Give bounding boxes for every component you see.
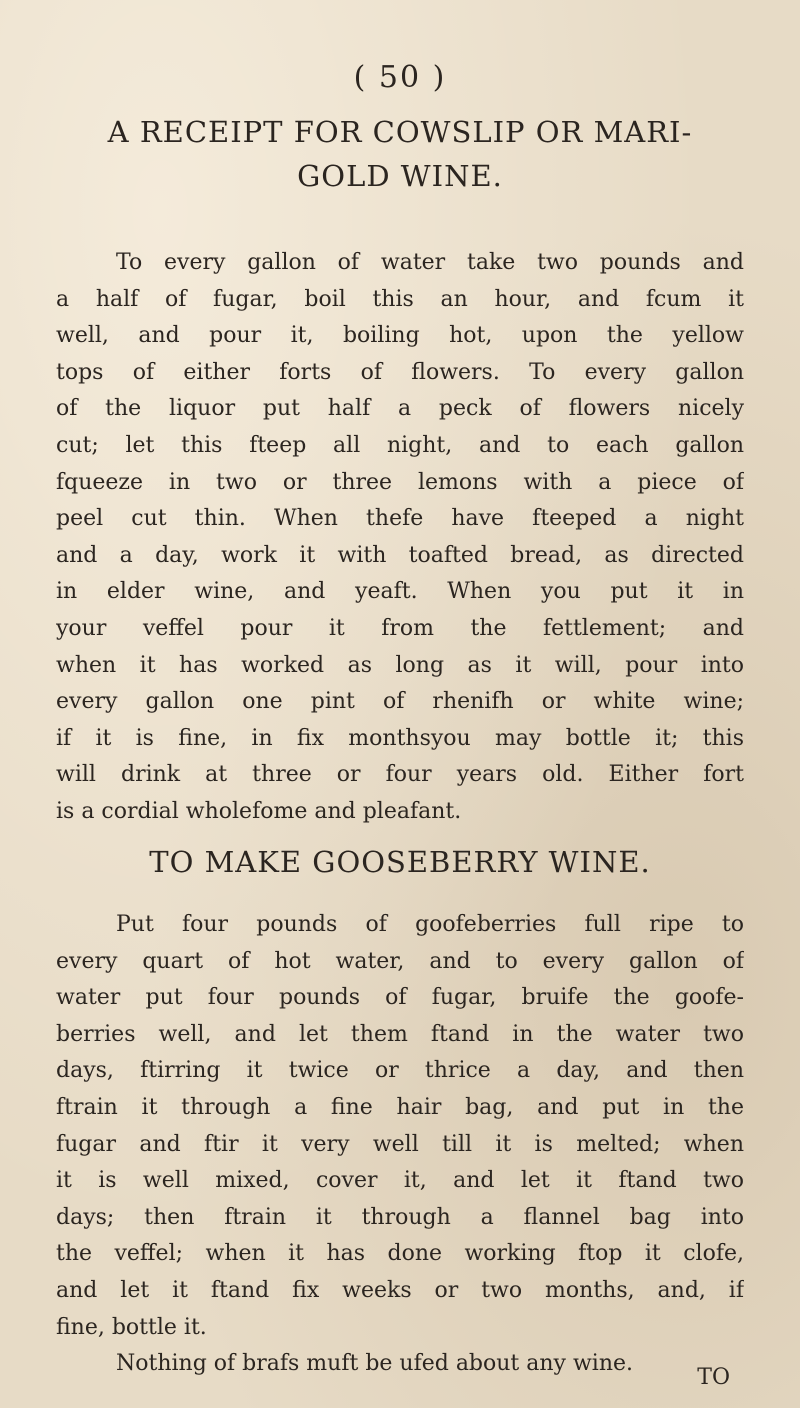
cowslip-wine-heading [60,110,740,198]
text-line: peel cut thin. When thefe have fteeped a night [56,506,744,532]
cowslip-wine-recipe [56,245,744,831]
text-line: and a day, work it with toafted bread, as directed [56,542,744,568]
text-line: in elder wine, and yeaft. When you put it in [56,579,744,605]
page-number: ( 50 ) [353,60,447,95]
cowslip-wine-heading-line-1: A RECEIPT FOR COWSLIP OR MARI- [107,115,693,149]
text-line: Nothing of brafs muft be ufed about any wine. [116,1351,634,1377]
catchword: TO [697,1365,730,1390]
text-line: ftrain it through a fine hair bag, and put in the [56,1094,744,1120]
text-line: days; then ftrain it through a flannel bag into [56,1204,744,1230]
gooseberry-wine-heading: TO MAKE GOOSEBERRY WINE. [149,845,651,879]
gooseberry-wine-recipe [56,907,744,1383]
text-line: if it is fine, in fix monthsyou may bottle it; this [56,725,744,751]
text-line: and let it ftand fix weeks or two months, and, if [56,1277,744,1303]
text-line: will drink at three or four years old. Either fort [56,762,744,788]
text-line: fine, bottle it. [56,1314,207,1340]
text-line: every gallon one pint of rhenifh or white wine; [56,689,744,715]
text-line: Put four pounds of goofeberries full ripe to [116,912,744,937]
text-line: your veffel pour it from the fettlement; and [56,615,744,641]
text-line: fugar and ftir it very well till it is melted; when [56,1131,744,1157]
text-line: fqueeze in two or three lemons with a piece of [56,469,744,495]
text-line: of the liquor put half a peck of flowers nicely [56,396,744,422]
text-line: To every gallon of water take two pounds and [116,250,744,275]
text-line: is a cordial wholefome and pleafant. [56,798,462,824]
text-line: it is well mixed, cover it, and let it ftand two [56,1168,744,1194]
text-line: well, and pour it, boiling hot, upon the yellow [56,323,744,349]
text-line: a half of fugar, boil this an hour, and fcum it [56,286,744,312]
text-line: when it has worked as long as it will, pour into [56,652,744,678]
text-line: the veffel; when it has done working ftop it clofe, [56,1241,744,1267]
text-line: berries well, and let them ftand in the water two [56,1021,744,1047]
text-line: water put four pounds of fugar, bruife the goofe- [56,985,744,1011]
text-line: every quart of hot water, and to every gallon of [56,948,744,974]
cowslip-wine-heading-line-2: GOLD WINE. [297,159,503,193]
text-line: cut; let this fteep all night, and to each gallon [56,432,744,458]
text-line: tops of either forts of flowers. To every gallon [56,359,744,385]
text-line: days, ftirring it twice or thrice a day, and then [56,1058,744,1084]
